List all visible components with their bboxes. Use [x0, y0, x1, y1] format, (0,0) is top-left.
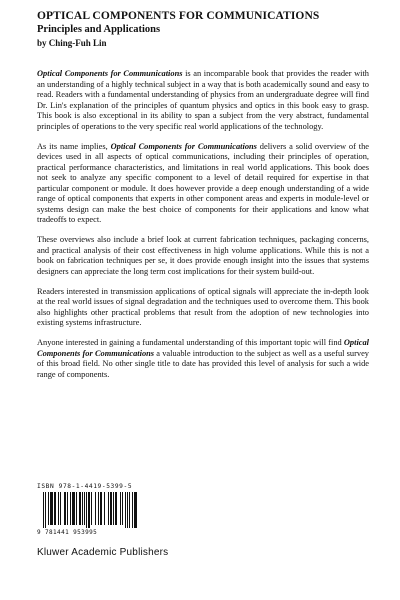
barcode-bar [104, 492, 105, 525]
header [37, 9, 377, 49]
barcode-bar [50, 492, 53, 525]
paragraph-text: delivers a solid overview of the devices used in all aspects of optical communications, including their principles of operation, practical performance characteristics, and limitations in real world applications. This book does not seek to analyze any specific component to a level of detail required for expertise in that particular component or module. It does however provide a deep enough understanding of a wide range of optical components that experts in other component areas and experts in module-level or systems design can make the best choice of components for their applications and know what tradeoffs to expect. [37, 141, 369, 224]
barcode-bar [86, 492, 87, 528]
book-subtitle: Principles and Applications [37, 24, 161, 35]
book-title-inline: Optical Components for Communications [37, 69, 183, 78]
book-title-inline: Optical Components for Communications [110, 141, 257, 151]
description [37, 69, 369, 390]
barcode-bar [45, 492, 46, 528]
paragraph-2 [37, 142, 369, 226]
barcode-bar [134, 492, 137, 528]
barcode-bar [132, 492, 133, 528]
barcode-bar [122, 492, 123, 525]
barcode-bar [113, 492, 114, 525]
barcode-digits: 9 781441 953995 [37, 529, 98, 536]
paragraph-text: As its name implies, [37, 141, 111, 151]
barcode-bar [95, 492, 96, 525]
barcode-bar [88, 492, 90, 528]
barcode-bar [72, 492, 75, 525]
paragraph-5 [37, 338, 369, 380]
barcode-bar [110, 492, 112, 525]
paragraph-3: These overviews also include a brief look at current fabrication techniques, packaging concerns, and practical analysis of their cost effectiveness in high volume applications. While this is not a book on fabrication techniques per se, it does provide enough insight into the issues that systems designers can appreciate the long term cost implications for their system build-out. [37, 235, 369, 276]
barcode-bar [84, 492, 85, 525]
barcode-bar [67, 492, 68, 525]
paragraph-4: Readers interested in transmission applications of optical signals will appreciate the in-depth look at the real world issues of signal degradation and the techniques used to overcome them. This book also highlights other practical problems that result from the adoption of new technologies into existing systems infrastructure. [37, 286, 369, 327]
paragraph-text: a valuable introduction to the subject as well as a useful survey of this broad field. No other single title to date has provided this level of analysis for such a wide range of components. [37, 348, 369, 379]
book-title-inline: Optical Components for Communications [37, 338, 369, 358]
isbn-label: ISBN 978-1-4419-5399-5 [37, 483, 133, 490]
publisher-name: Kluwer Academic Publishers [37, 547, 169, 558]
barcode-bar [129, 492, 130, 528]
barcode-bar [120, 492, 121, 525]
barcode-bar [98, 492, 99, 525]
barcode-bar [108, 492, 109, 525]
barcode-bar [125, 492, 126, 528]
barcode-bar [91, 492, 92, 525]
barcode-bar [43, 492, 44, 528]
barcode-bar [82, 492, 83, 525]
barcode-bar [64, 492, 66, 525]
barcode-bar [70, 492, 71, 525]
barcode-bar [79, 492, 81, 525]
book-title: OPTICAL COMPONENTS FOR COMMUNICATIONS [37, 10, 320, 22]
paragraph-1 [37, 69, 369, 132]
barcode-bar [58, 492, 59, 525]
barcode-bar [60, 492, 61, 525]
barcode-bar [76, 492, 77, 525]
paragraph-text: is an incomparable book that provides the reader with an understanding of a highly technical subject in a way that is both academically sound and easy to read. Readers with a fundamental understanding of physics from an undergraduate degree will find Dr. Lin's explanation of the principles of quantum physics and optics in this book easy to grasp. This book is also exceptional in its ability to span a subject from the very abstract, fundamental principles of operations to the very specific real world applications of the technology. [37, 69, 369, 131]
barcode-bar [100, 492, 102, 525]
barcode-bar [48, 492, 49, 525]
barcode [37, 492, 139, 536]
barcode-bars [43, 492, 137, 528]
barcode-bar [127, 492, 128, 528]
paragraph-text: Anyone interested in gaining a fundamental understanding of this important topic will find [37, 338, 344, 347]
barcode-bar [115, 492, 117, 525]
book-author: by Ching-Fuh Lin [37, 38, 107, 48]
barcode-bar [54, 492, 56, 525]
